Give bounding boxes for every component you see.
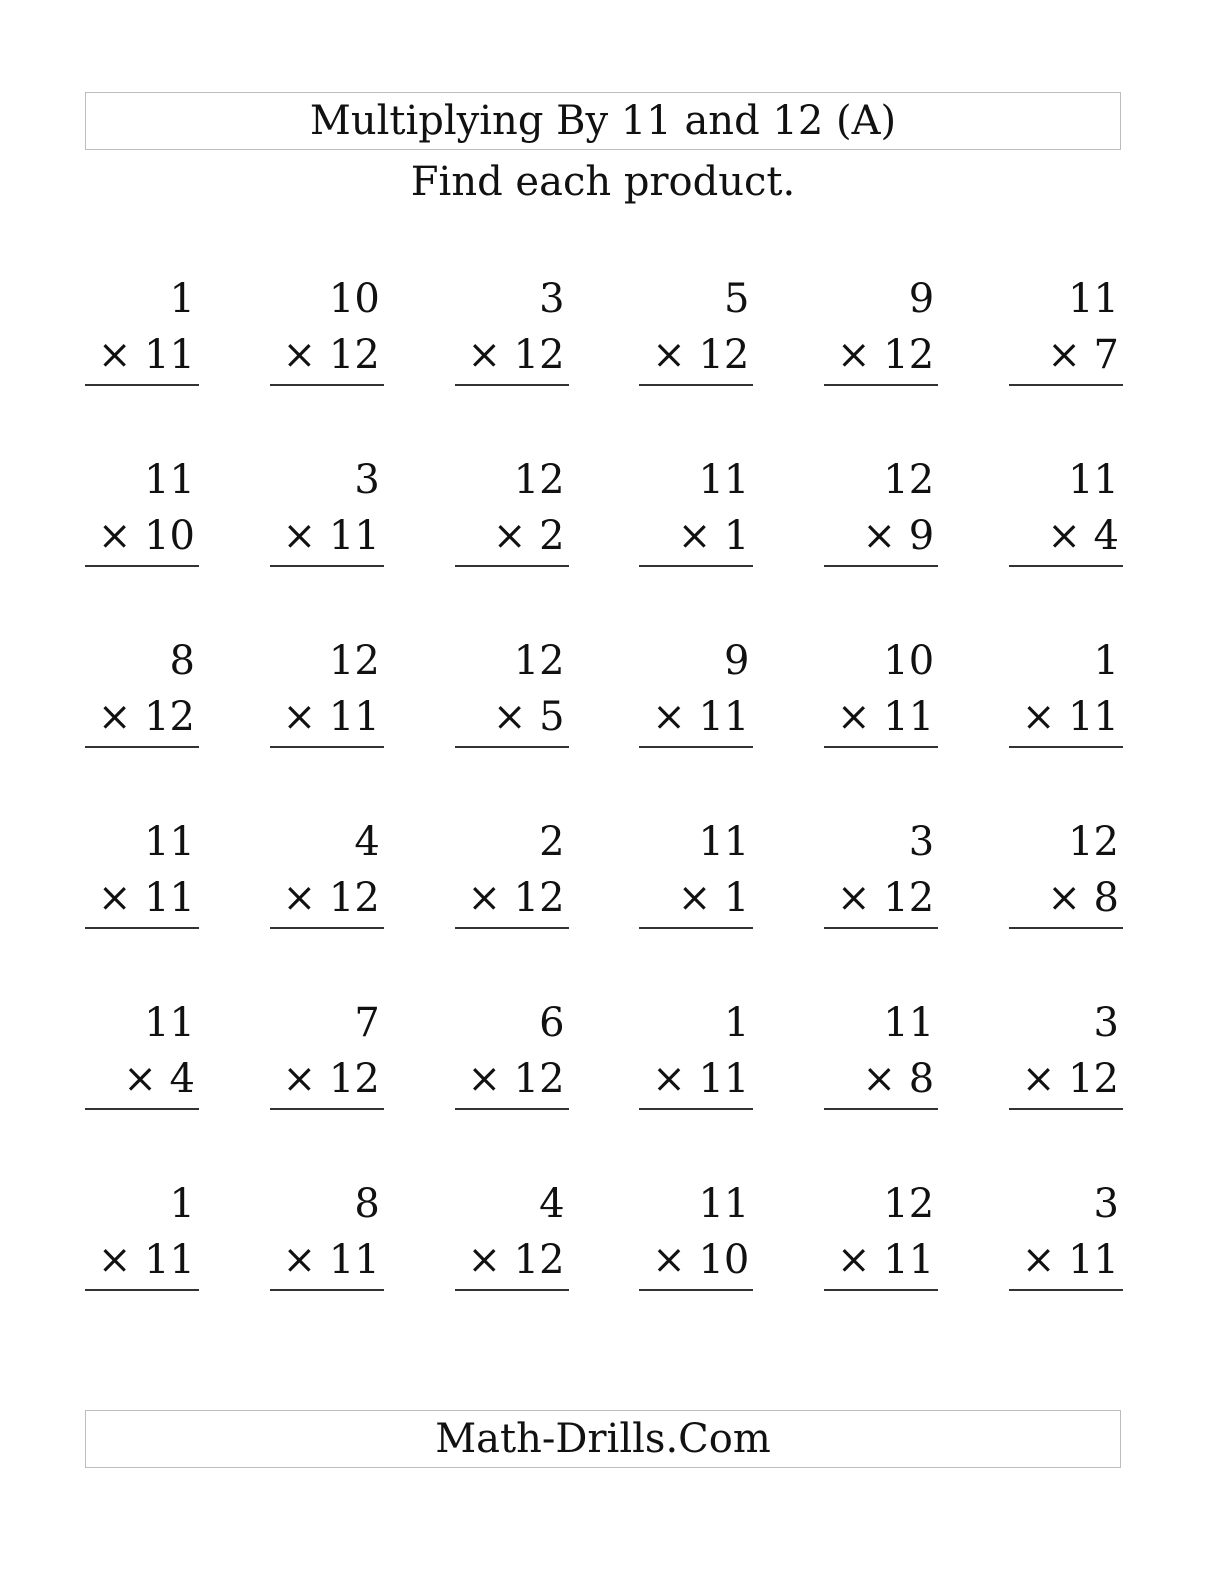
problem-multiplicand: 4 [539,1181,565,1227]
problem-multiplier: × 11 [824,1233,938,1291]
problem-r2-c2 [270,451,384,567]
problem-multiplier: × 10 [85,509,199,567]
problem-multiplier: × 12 [639,328,753,386]
problem-multiplicand: 3 [539,276,565,322]
problem-r2-c1 [85,451,199,567]
problem-r4-c6 [1009,813,1123,929]
problem-multiplicand: 11 [144,819,195,865]
problem-multiplier: × 11 [85,1233,199,1291]
title-box [85,92,1121,150]
problem-r2-c3 [455,451,569,567]
problem-multiplicand: 11 [883,1000,935,1046]
problem-r4-c2 [270,813,384,929]
problem-r5-c1 [85,994,199,1110]
problem-multiplier: × 12 [455,871,569,929]
problem-multiplicand: 11 [698,457,750,503]
problem-r1-c6 [1009,270,1123,386]
problem-multiplier: × 1 [639,509,753,567]
problem-multiplicand: 9 [723,638,750,684]
problem-multiplier: × 8 [824,1052,938,1110]
problem-multiplier: × 2 [455,509,569,567]
problem-multiplicand: 8 [354,1181,380,1227]
problem-multiplier: × 12 [85,690,199,748]
problem-r6-c2 [270,1175,384,1291]
problem-multiplicand: 9 [908,276,935,322]
problem-multiplier: × 9 [824,509,938,567]
problem-r1-c3 [455,270,569,386]
problem-multiplicand: 11 [144,457,195,503]
problem-multiplier: × 10 [639,1233,753,1291]
problem-multiplier: × 11 [639,690,753,748]
problem-multiplier: × 12 [824,328,938,386]
problem-r6-c4 [639,1175,753,1291]
problem-r5-c2 [270,994,384,1110]
problem-multiplicand: 1 [169,1181,195,1227]
problem-multiplicand: 12 [1068,819,1119,865]
problem-multiplicand: 6 [539,1000,565,1046]
problem-r4-c5 [824,813,938,929]
problem-multiplicand: 5 [723,276,750,322]
problem-multiplier: × 12 [455,1052,569,1110]
problem-r3-c4 [639,632,753,748]
problem-multiplier: × 11 [270,509,384,567]
problem-r3-c6 [1009,632,1123,748]
problem-multiplicand: 3 [1093,1000,1119,1046]
problem-multiplicand: 11 [144,1000,195,1046]
problem-r3-c2 [270,632,384,748]
problem-multiplicand: 12 [513,457,565,503]
problem-multiplicand: 2 [539,819,565,865]
problem-multiplicand: 12 [883,1181,935,1227]
worksheet-instruction: Find each product. [410,159,796,205]
problem-multiplier: × 5 [455,690,569,748]
problem-r5-c4 [639,994,753,1110]
problem-multiplicand: 10 [328,276,380,322]
problem-r1-c5 [824,270,938,386]
problem-multiplier: × 12 [455,1233,569,1291]
problem-r2-c6 [1009,451,1123,567]
problem-r5-c5 [824,994,938,1110]
problem-multiplier: × 11 [85,328,199,386]
problem-r1-c4 [639,270,753,386]
problem-multiplicand: 3 [354,457,380,503]
problem-multiplier: × 12 [270,1052,384,1110]
problem-multiplier: × 11 [270,690,384,748]
problem-multiplier: × 11 [639,1052,753,1110]
problem-r4-c1 [85,813,199,929]
problem-multiplicand: 1 [169,276,195,322]
problem-multiplier: × 1 [639,871,753,929]
problem-multiplier: × 8 [1009,871,1123,929]
problem-r3-c5 [824,632,938,748]
problem-multiplier: × 12 [270,328,384,386]
problem-r1-c2 [270,270,384,386]
problem-multiplier: × 4 [85,1052,199,1110]
problem-multiplier: × 12 [1009,1052,1123,1110]
problem-r4-c4 [639,813,753,929]
problem-r3-c1 [85,632,199,748]
problem-r1-c1 [85,270,199,386]
problem-multiplicand: 11 [698,819,750,865]
footer-box [85,1410,1121,1468]
problem-multiplier: × 4 [1009,509,1123,567]
problem-multiplicand: 11 [1068,457,1119,503]
problem-r6-c1 [85,1175,199,1291]
worksheet-title: Multiplying By 11 and 12 (A) [309,98,897,144]
problem-multiplicand: 8 [169,638,195,684]
problem-r5-c6 [1009,994,1123,1110]
problem-multiplicand: 3 [908,819,935,865]
problem-r2-c5 [824,451,938,567]
problem-multiplier: × 12 [455,328,569,386]
problem-r6-c5 [824,1175,938,1291]
problem-r4-c3 [455,813,569,929]
problem-multiplier: × 11 [1009,1233,1123,1291]
problem-multiplier: × 11 [1009,690,1123,748]
problem-multiplicand: 12 [513,638,565,684]
problem-multiplier: × 11 [824,690,938,748]
problem-multiplier: × 11 [85,871,199,929]
problem-r3-c3 [455,632,569,748]
footer-site: Math-Drills.Com [435,1416,771,1462]
problem-r2-c4 [639,451,753,567]
problem-multiplicand: 12 [883,457,935,503]
problem-multiplicand: 10 [883,638,935,684]
problem-multiplier: × 12 [270,871,384,929]
problem-r6-c6 [1009,1175,1123,1291]
problem-r5-c3 [455,994,569,1110]
problem-multiplier: × 7 [1009,328,1123,386]
problem-multiplicand: 1 [1093,638,1119,684]
problem-multiplicand: 11 [698,1181,750,1227]
problem-multiplicand: 1 [723,1000,750,1046]
problem-multiplicand: 3 [1093,1181,1119,1227]
problem-multiplier: × 12 [824,871,938,929]
problem-multiplicand: 12 [328,638,380,684]
problem-multiplicand: 4 [354,819,380,865]
problem-multiplicand: 7 [354,1000,380,1046]
problem-multiplier: × 11 [270,1233,384,1291]
problem-r6-c3 [455,1175,569,1291]
problem-multiplicand: 11 [1068,276,1119,322]
